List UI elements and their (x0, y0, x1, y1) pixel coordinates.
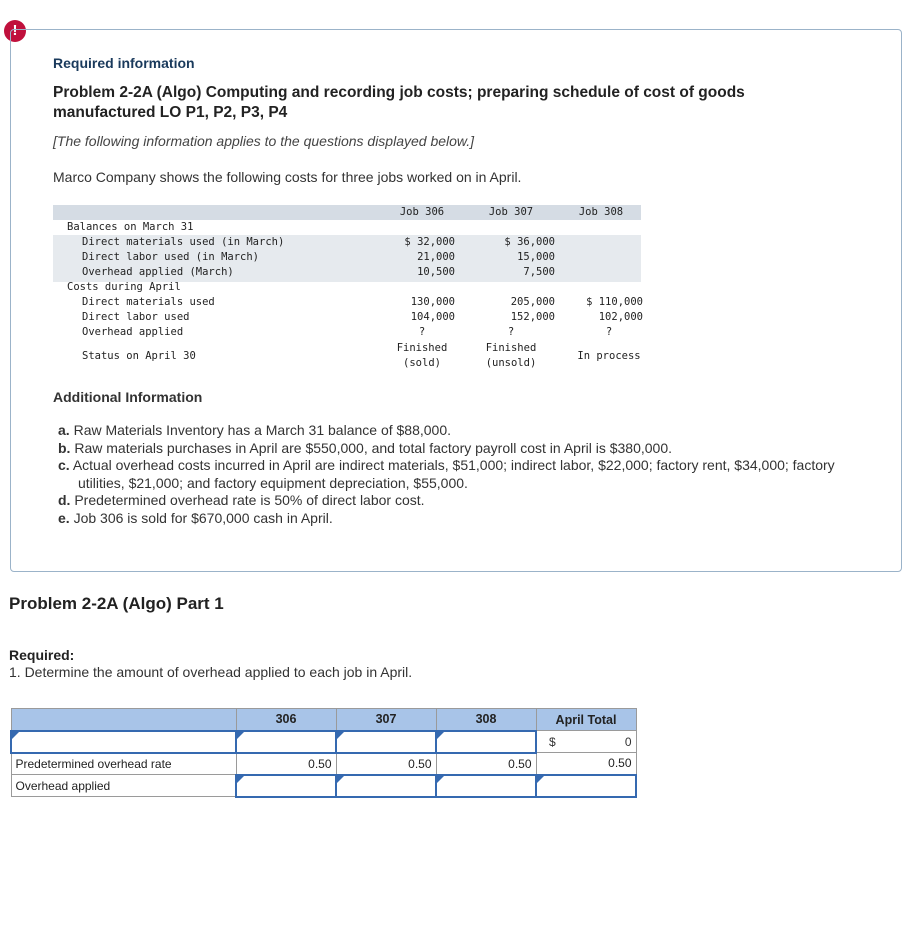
list-item: b. Raw materials purchases in April are $550,000, and total factory payroll cost in April is $380,000. (58, 439, 673, 456)
table-row (11, 753, 636, 775)
job307-oh-march: 7,500 (523, 266, 555, 278)
job307-oh-april: ? (507, 326, 515, 338)
job307-status-line2: (unsold) (485, 357, 537, 369)
header-april-total: April Total (536, 709, 636, 731)
job307-dm-march: $ 36,000 (504, 236, 555, 248)
additional-information-list (58, 422, 848, 527)
dl-april-label: Direct labor used (82, 311, 190, 323)
job308-oh-april: ? (605, 326, 613, 338)
job306-dl-april: 104,000 (410, 311, 455, 323)
alert-icon: ! (4, 20, 26, 42)
additional-information-title: Additional Information (53, 389, 203, 405)
overhead-applied-306-input[interactable] (236, 775, 336, 797)
table-row (11, 709, 636, 731)
applies-note: [The following information applies to the questions displayed below.] (53, 133, 475, 149)
job306-dm-march: $ 32,000 (404, 236, 455, 248)
part-title: Problem 2-2A (Algo) Part 1 (9, 594, 224, 613)
overhead-applied-label: Overhead applied (11, 775, 236, 797)
table-row (11, 731, 636, 753)
col-job-306: Job 306 (399, 206, 445, 218)
job306-status-line2: (sold) (403, 357, 441, 369)
list-item: c. Actual overhead costs incurred in April are indirect materials, $51,000; indirect labor, $22,000; factory rent, $34,000; factory utilities, $21,000; and factory equipment depreciation, $55,000. (58, 457, 835, 491)
problem-title: Problem 2-2A (Algo) Computing and recording job costs; preparing schedule of cost of goods manufactured LO P1, P2, P3, P4 (53, 84, 745, 121)
job306-oh-april: ? (418, 326, 426, 338)
input-306-row1[interactable] (236, 731, 336, 753)
job306-status-line1: Finished (396, 342, 448, 354)
rate-307: 0.50 (336, 753, 436, 775)
oh-march-label: Overhead applied (March) (82, 266, 234, 278)
list-item: a. Raw Materials Inventory has a March 31 balance of $88,000. (58, 422, 452, 438)
status-label: Status on April 30 (82, 350, 196, 362)
job308-status: In process (577, 350, 641, 362)
question-text: 1. Determine the amount of overhead applied to each job in April. (9, 664, 413, 680)
job308-dl-april: 102,000 (598, 311, 643, 323)
job308-dm-april: $ 110,000 (586, 296, 643, 308)
overhead-applied-307-input[interactable] (336, 775, 436, 797)
input-308-row1[interactable] (436, 731, 536, 753)
job307-status-line1: Finished (485, 342, 537, 354)
intro-text: Marco Company shows the following costs for three jobs worked on in April. (53, 169, 522, 185)
total-value: 0 (624, 734, 632, 749)
overhead-applied-total-input[interactable] (536, 775, 636, 797)
col-job-307: Job 307 (488, 206, 534, 218)
list-item: d. Predetermined overhead rate is 50% of direct labor cost. (58, 492, 425, 508)
job307-dm-april: 205,000 (510, 296, 555, 308)
job306-oh-march: 10,500 (417, 266, 455, 278)
total-row1 (536, 731, 636, 753)
required-information-heading: Required information (53, 55, 195, 71)
overhead-applied-308-input[interactable] (436, 775, 536, 797)
rate-308: 0.50 (436, 753, 536, 775)
rate-306: 0.50 (236, 753, 336, 775)
required-label: Required: (9, 647, 75, 663)
rate-label: Predetermined overhead rate (11, 753, 236, 775)
dm-april-label: Direct materials used (82, 296, 215, 308)
rate-total: 0.50 (536, 753, 636, 775)
input-307-row1[interactable] (336, 731, 436, 753)
total-currency: $ (549, 734, 556, 749)
job-costs-header-bar (53, 205, 641, 220)
required-information-panel (10, 29, 902, 572)
table-row (11, 775, 636, 797)
job307-dl-april: 152,000 (510, 311, 555, 323)
job-costs-table (53, 205, 641, 380)
answer-grid (10, 708, 637, 798)
header-306: 306 (236, 709, 336, 731)
header-307: 307 (336, 709, 436, 731)
job306-dm-april: 130,000 (410, 296, 455, 308)
row-label-input[interactable] (11, 731, 236, 753)
header-blank (11, 709, 236, 731)
balances-label: Balances on March 31 (67, 221, 194, 233)
dl-march-label: Direct labor used (in March) (82, 251, 260, 263)
header-308: 308 (436, 709, 536, 731)
col-job-308: Job 308 (578, 206, 624, 218)
oh-april-label: Overhead applied (82, 326, 184, 338)
list-item: e. Job 306 is sold for $670,000 cash in April. (58, 509, 333, 526)
dm-march-label: Direct materials used (in March) (82, 236, 285, 248)
job307-dl-march: 15,000 (517, 251, 555, 263)
costs-april-label: Costs during April (67, 281, 181, 293)
job306-dl-march: 21,000 (417, 251, 455, 263)
